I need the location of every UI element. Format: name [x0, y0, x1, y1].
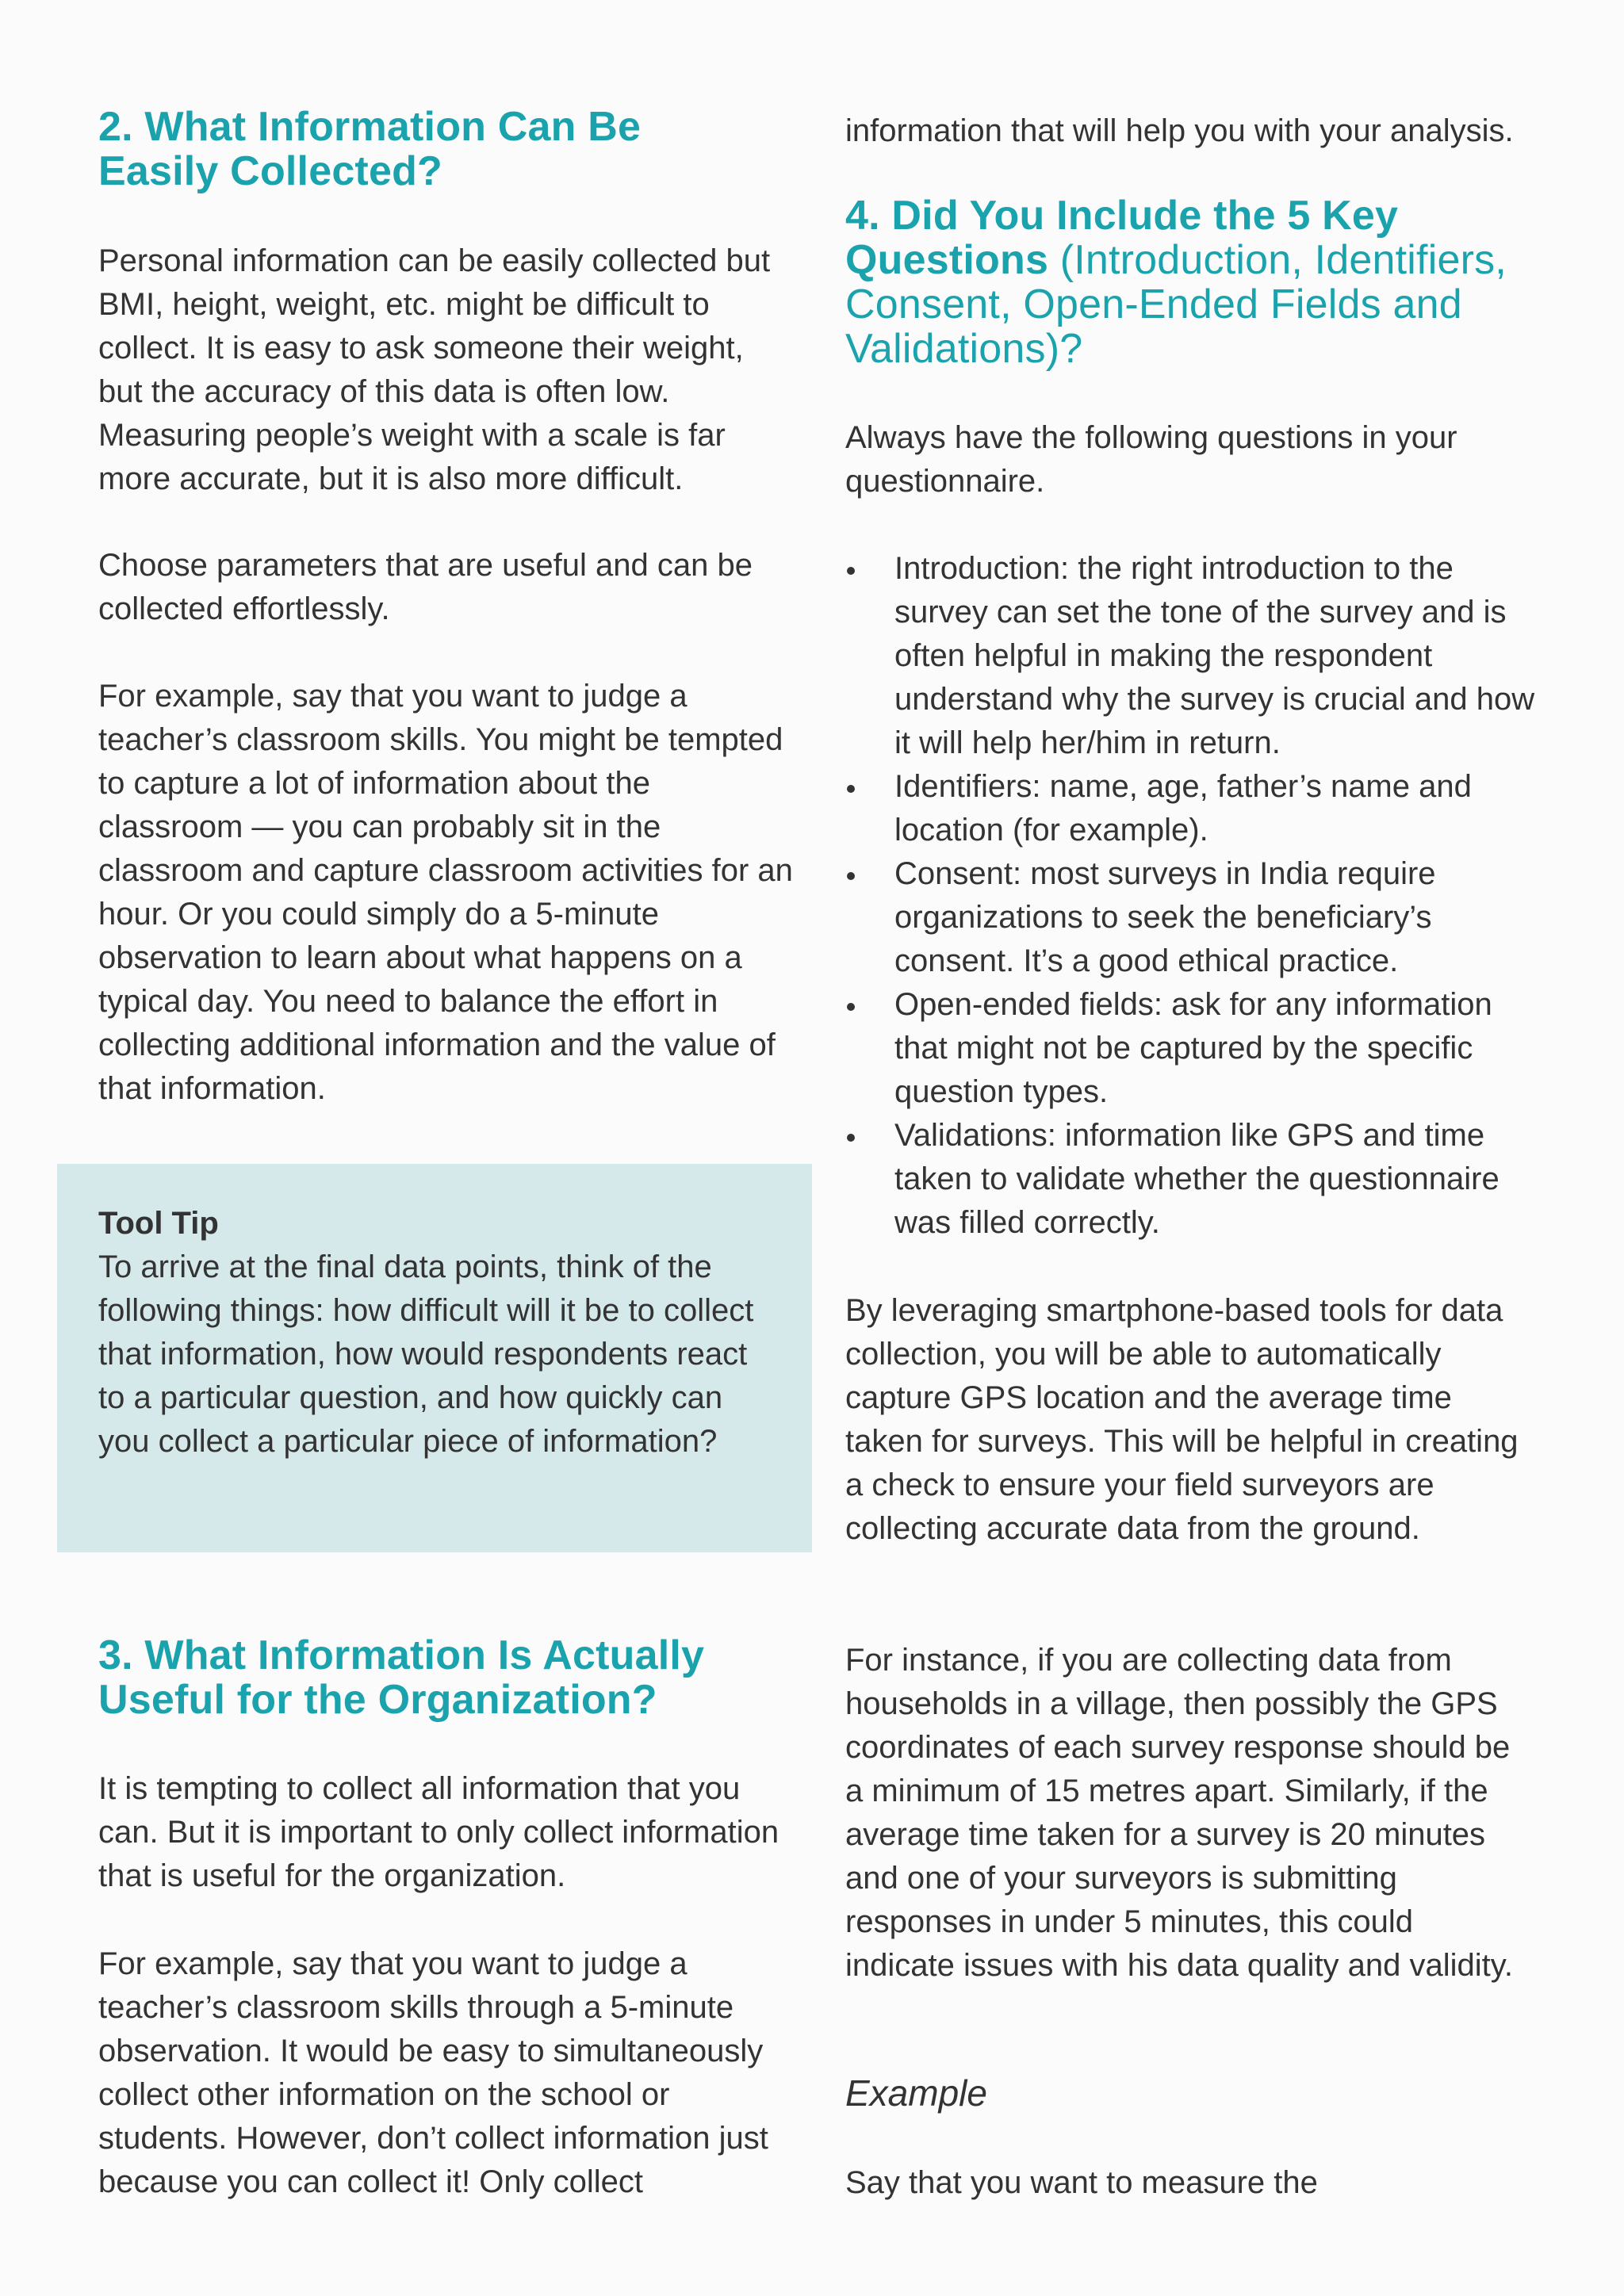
list-item — [845, 1114, 1535, 1245]
list-item — [845, 983, 1535, 1114]
continued-paragraph: information that will help you with your analysis. — [845, 113, 1514, 148]
section-2-paragraph-3: For example, say that you want to judge a teacher’s classroom skills. You might be tempted to capture a lot of information about the classroom — you can probably sit in the classroom and capture classroom activities for an hour. Or you could simply do a 5-minute observation to learn about what happens on a typical day. You need to balance the effort in collecting additional information and the value of that information. — [98, 679, 793, 1106]
section-4-heading-light: (Introduction, Identifiers, Consent, Open-Ended Fields and Validations)? — [845, 237, 1507, 372]
bullet-icon — [847, 1134, 855, 1142]
bullet-icon — [847, 785, 855, 793]
section-3-paragraph-1: It is tempting to collect all information that you can. But it is important to only collect information that is useful for the organization. — [98, 1771, 779, 1893]
tool-tip-body: To arrive at the final data points, think of the following things: how difficult will it be to collect that information, how would respondents react to a particular question, and how quickly can you collect a particular piece of information? — [98, 1249, 754, 1459]
example-paragraph: Say that you want to measure the — [845, 2165, 1318, 2200]
tool-tip-box — [57, 1164, 812, 1552]
list-item-text: Identifiers: name, age, father’s name and location (for example). — [894, 769, 1472, 848]
list-item-text: Validations: information like GPS and time taken to validate whether the questionnaire was filled correctly. — [894, 1118, 1500, 1240]
leverage-paragraph: By leveraging smartphone-based tools for data collection, you will be able to automatically capture GPS location and the average time taken for surveys. This will be helpful in creating a check to ensure your field surveyors are collecting accurate data from the ground. — [845, 1293, 1519, 1546]
list-item — [845, 765, 1535, 852]
bullet-icon — [847, 1003, 855, 1011]
list-item-text: Open-ended fields: ask for any information that might not be captured by the specific question types. — [894, 987, 1492, 1109]
tool-tip-title: Tool Tip — [98, 1206, 219, 1241]
instance-paragraph: For instance, if you are collecting data from households in a village, then possibly the GPS coordinates of each survey response should be a minimum of 15 metres apart. Similarly, if the average time taken for a survey is 20 minutes and one of your surveyors is submitting responses in under 5 minutes, this could indicate issues with his data quality and validity. — [845, 1643, 1513, 1983]
bullet-icon — [847, 567, 855, 575]
section-4-intro: Always have the following questions in your questionnaire. — [845, 420, 1457, 499]
section-4-heading — [845, 193, 1527, 371]
section-2-paragraph-1: Personal information can be easily collected but BMI, height, weight, etc. might be difficult to collect. It is easy to ask someone their weight, but the accuracy of this data is often low. Measuring people’s weight with a scale is far more accurate, but it is also more difficult. — [98, 243, 771, 496]
example-heading: Example — [845, 2072, 987, 2114]
bullet-icon — [847, 872, 855, 880]
section-2-paragraph-2: Choose parameters that are useful and can be collected effortlessly. — [98, 548, 753, 626]
list-item — [845, 547, 1535, 765]
section-3-heading: 3. What Information Is Actually Useful for the Organization? — [98, 1632, 705, 1723]
list-item-text: Introduction: the right introduction to the survey can set the tone of the survey and is often helpful in making the respondent understand why the survey is crucial and how it will help her/him in return. — [894, 551, 1535, 760]
list-item-text: Consent: most surveys in India require organizations to seek the beneficiary’s consent. It’s a good ethical practice. — [894, 856, 1436, 978]
key-questions-list — [845, 547, 1535, 1245]
section-2-heading: 2. What Information Can Be Easily Collected? — [98, 104, 642, 194]
section-3-paragraph-2: For example, say that you want to judge a teacher’s classroom skills through a 5-minute observation. It would be easy to simultaneously collect other information on the school or students. However, don’t collect information just because you can collect it! Only collect — [98, 1946, 768, 2199]
section-4-heading-bold: 4. Did You Include the 5 Key Questions — [845, 193, 1399, 283]
list-item — [845, 852, 1535, 983]
